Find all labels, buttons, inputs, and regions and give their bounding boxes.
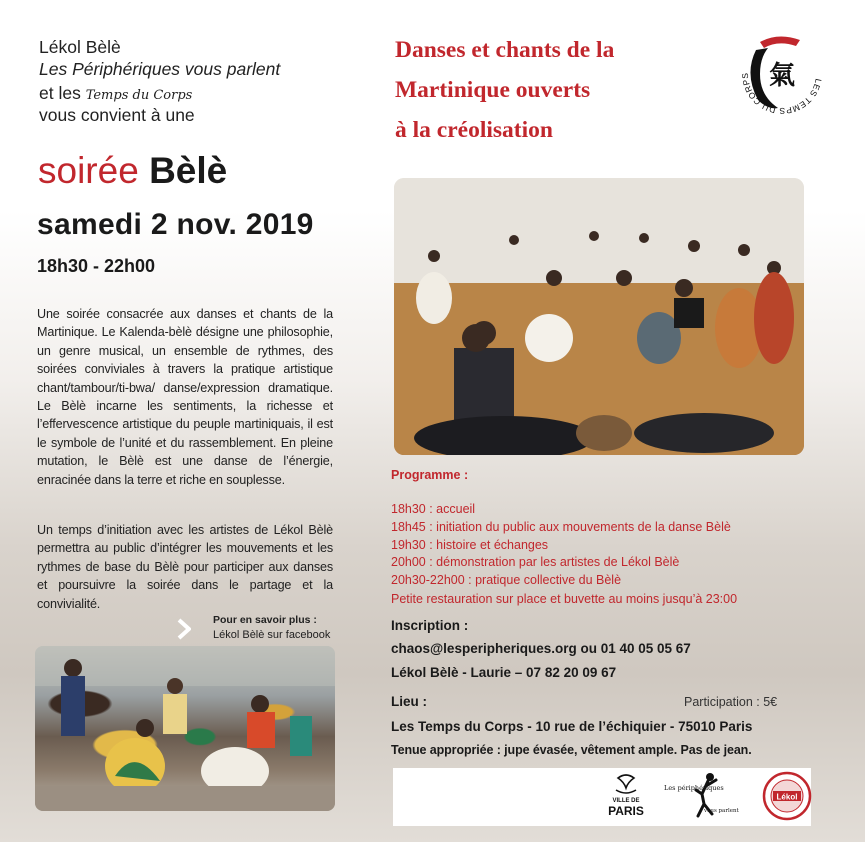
- paris-ship-icon: [606, 774, 646, 796]
- lekol-bele-logo: [762, 771, 812, 821]
- description-paragraph-1: Une soirée consacrée aux danses et chants de la Martinique. Le Kalenda-bèlè désigne une philosophie, un genre musical, un ensemble de rythmes, des soirées conviviales à travers la pratique artistique chant/tambour/ti-bwa/ danse/expression dramatique. Le Bèlè incarne les sentiments, la richesse et l’effervescence artistique du peuple martiniquais, il est le symbole de l’unité et du rassemblement. En pleine mutation, le Bèlè est une danse de l’énergie, enracinée dans la terre et riche en souplesse.: [37, 307, 333, 487]
- inscription-contact-laurie: Lékol Bèlè - Laurie – 07 82 20 09 67: [391, 665, 617, 680]
- logo-text: LES TEMPS DU CORPS: [739, 72, 824, 117]
- programme-item: 18h30 : accueil: [391, 502, 476, 516]
- event-hours: 18h30 - 22h00: [37, 256, 156, 276]
- more-info-title: Pour en savoir plus :: [213, 614, 317, 626]
- main-title-line-1: Danses et chants de la: [395, 37, 615, 63]
- programme-item: 20h00 : démonstration par les artistes de Lékol Bèlè: [391, 555, 680, 570]
- sponsor-logos-bar: [393, 768, 811, 826]
- chevron-right-icon: [177, 618, 191, 640]
- inscription-contact-email-phone[interactable]: chaos@lesperipheriques.org ou 01 40 05 05 67: [391, 641, 691, 656]
- main-title-line-2: Martinique ouverts: [395, 77, 591, 103]
- restauration-note: Petite restauration sur place et buvette au moins jusqu’à 23:00: [391, 592, 738, 606]
- periph-text-2: vous parlent: [704, 808, 739, 814]
- programme-item: 19h30 : histoire et échanges: [391, 537, 549, 552]
- event-title-bele: Bèlè: [149, 150, 228, 191]
- lieu-title: Lieu :: [391, 694, 427, 709]
- programme-item: 18h45 : initiation du public aux mouvements de la danse Bèlè: [391, 519, 731, 534]
- invitation-line: vous convient à une: [39, 105, 195, 125]
- peripheriques-logo: [664, 772, 744, 820]
- event-title-soiree: soirée: [38, 150, 139, 191]
- programme-list: [391, 501, 731, 590]
- temps-du-corps-logo: [738, 30, 826, 118]
- main-title-line-3: à la créolisation: [395, 117, 553, 143]
- programme-title: Programme :: [391, 468, 469, 482]
- dance-photo-small: [35, 646, 335, 811]
- inscription-title: Inscription :: [391, 618, 469, 633]
- periph-text-1: Les périphériques: [664, 784, 724, 792]
- ville-de-paris-logo: [606, 774, 646, 820]
- lekol-logo-text: Lékol: [776, 792, 798, 802]
- description-paragraph-2: Un temps d’initiation avec les artistes de Lékol Bèlè permettra au public d’intégrer les mouvements et les rythmes de base du Bèlè pour participer aux danses et poursuivre la soirée dans le partage et la convivialité.: [37, 523, 333, 611]
- paris-small-text: VILLE DE: [612, 798, 640, 804]
- event-title: [38, 150, 227, 192]
- dress-code: Tenue appropriée : jupe évasée, vêtement ample. Pas de jean.: [391, 743, 752, 757]
- event-date: samedi 2 nov. 2019: [37, 208, 314, 241]
- organizer-lekol-bele: Lékol Bèlè: [39, 37, 121, 57]
- participation-price: Participation : 5€: [684, 695, 778, 709]
- temps-du-corps-script: Temps du Corps: [85, 88, 193, 103]
- paris-big-text: PARIS: [608, 804, 644, 818]
- programme-item: 20h30-22h00 : pratique collective du Bèlè: [391, 573, 622, 588]
- venue-address: Les Temps du Corps - 10 rue de l’échiquier - 75010 Paris: [391, 719, 753, 734]
- facebook-link[interactable]: Lékol Bèlè sur facebook: [213, 629, 331, 641]
- organizer-peripheriques: Les Périphériques vous parlent: [39, 59, 281, 79]
- dance-photo-main: [394, 178, 804, 455]
- line3-prefix: et les: [39, 83, 86, 103]
- svg-text:氣: 氣: [768, 61, 796, 91]
